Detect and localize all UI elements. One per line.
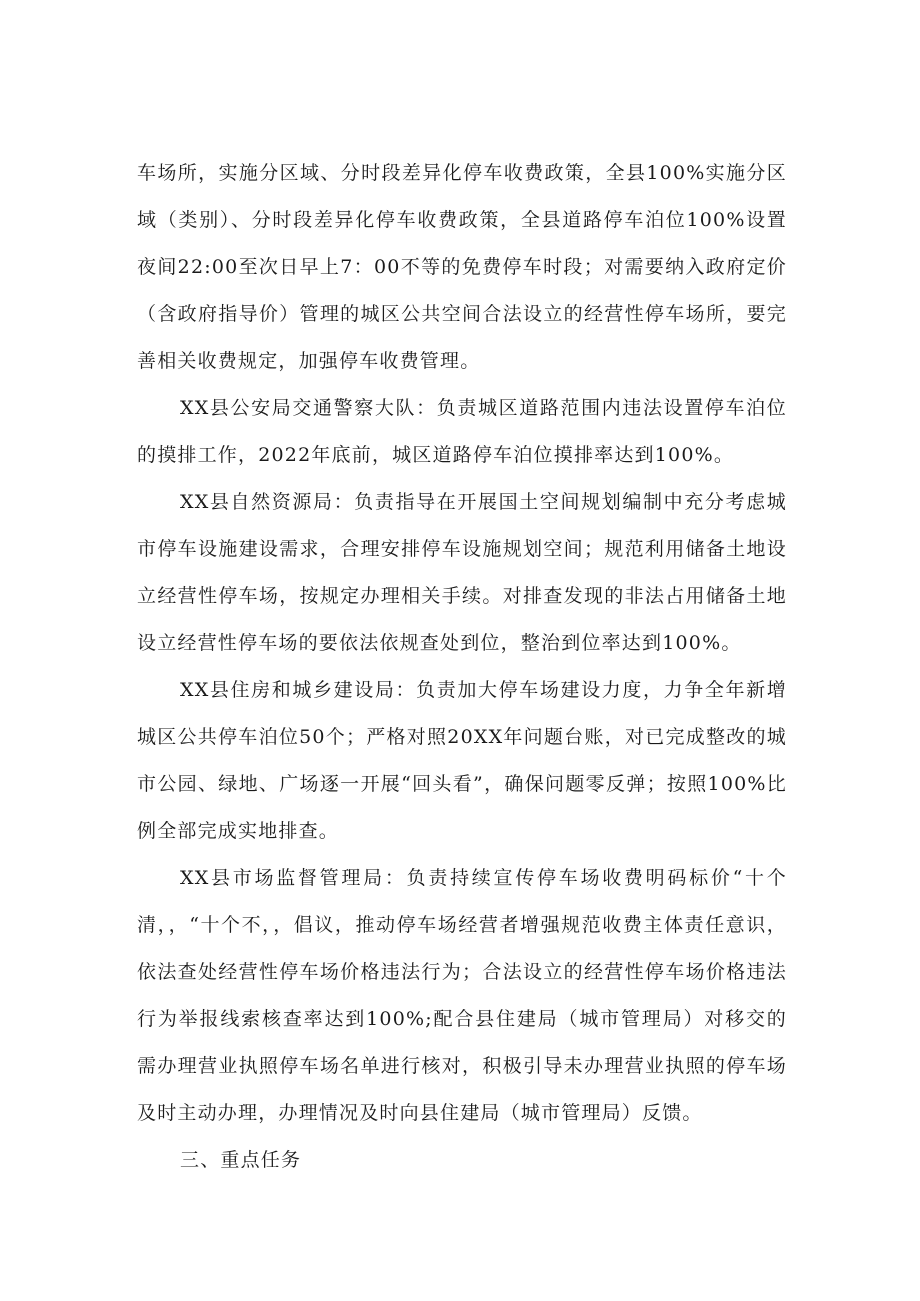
section-heading-key-tasks: 三、重点任务 (180, 1149, 302, 1171)
paragraph-market-supervision: XX县市场监督管理局：负责持续宣传停车场收费明码标价“十个清，，“十个不，，倡议，推动停车场经营者增强规范收费主体责任意识，依法查处经营性停车场价格违法行为；合法设立的经营性停车场价格违法行为举报线索核查率达到100%;配合县住建局（城市管理局）对移交的需办理营业执照停车场名单进行核对，积极引导未办理营业执照的停车场及时主动办理，办理情况及时向县住建局（城市管理局）反馈。 (137, 867, 787, 1124)
paragraph-parking-fee-policy: 车场所，实施分区域、分时段差异化停车收费政策，全县100%实施分区域（类别）、分时段差异化停车收费政策，全县道路停车泊位100%设置夜间22:00至次日早上7：00不等的免费停车时段；对需要纳入政府定价（含政府指导价）管理的城区公共空间合法设立的经营性停车场所，要完善相关收费规定，加强停车收费管理。 (137, 162, 787, 372)
paragraph-housing-construction: XX县住房和城乡建设局：负责加大停车场建设力度，力争全年新增城区公共停车泊位50个；严格对照20XX年问题台账，对已完成整改的城市公园、绿地、广场逐一开展“回头看”，确保问题零反弹；按照100%比例全部完成实地排查。 (137, 679, 787, 842)
paragraph-natural-resources: XX县自然资源局：负责指导在开展国土空间规划编制中充分考虑城市停车设施建设需求，合理安排停车设施规划空间；规范利用储备土地设立经营性停车场，按规定办理相关手续。对排查发现的非法占用储备土地设立经营性停车场的要依法依规查处到位，整治到位率达到100%。 (137, 491, 787, 654)
document-body (137, 150, 787, 1184)
paragraph-traffic-police: XX县公安局交通警察大队：负责城区道路范围内违法设置停车泊位的摸排工作，2022年底前，城区道路停车泊位摸排率达到100%。 (137, 397, 787, 466)
